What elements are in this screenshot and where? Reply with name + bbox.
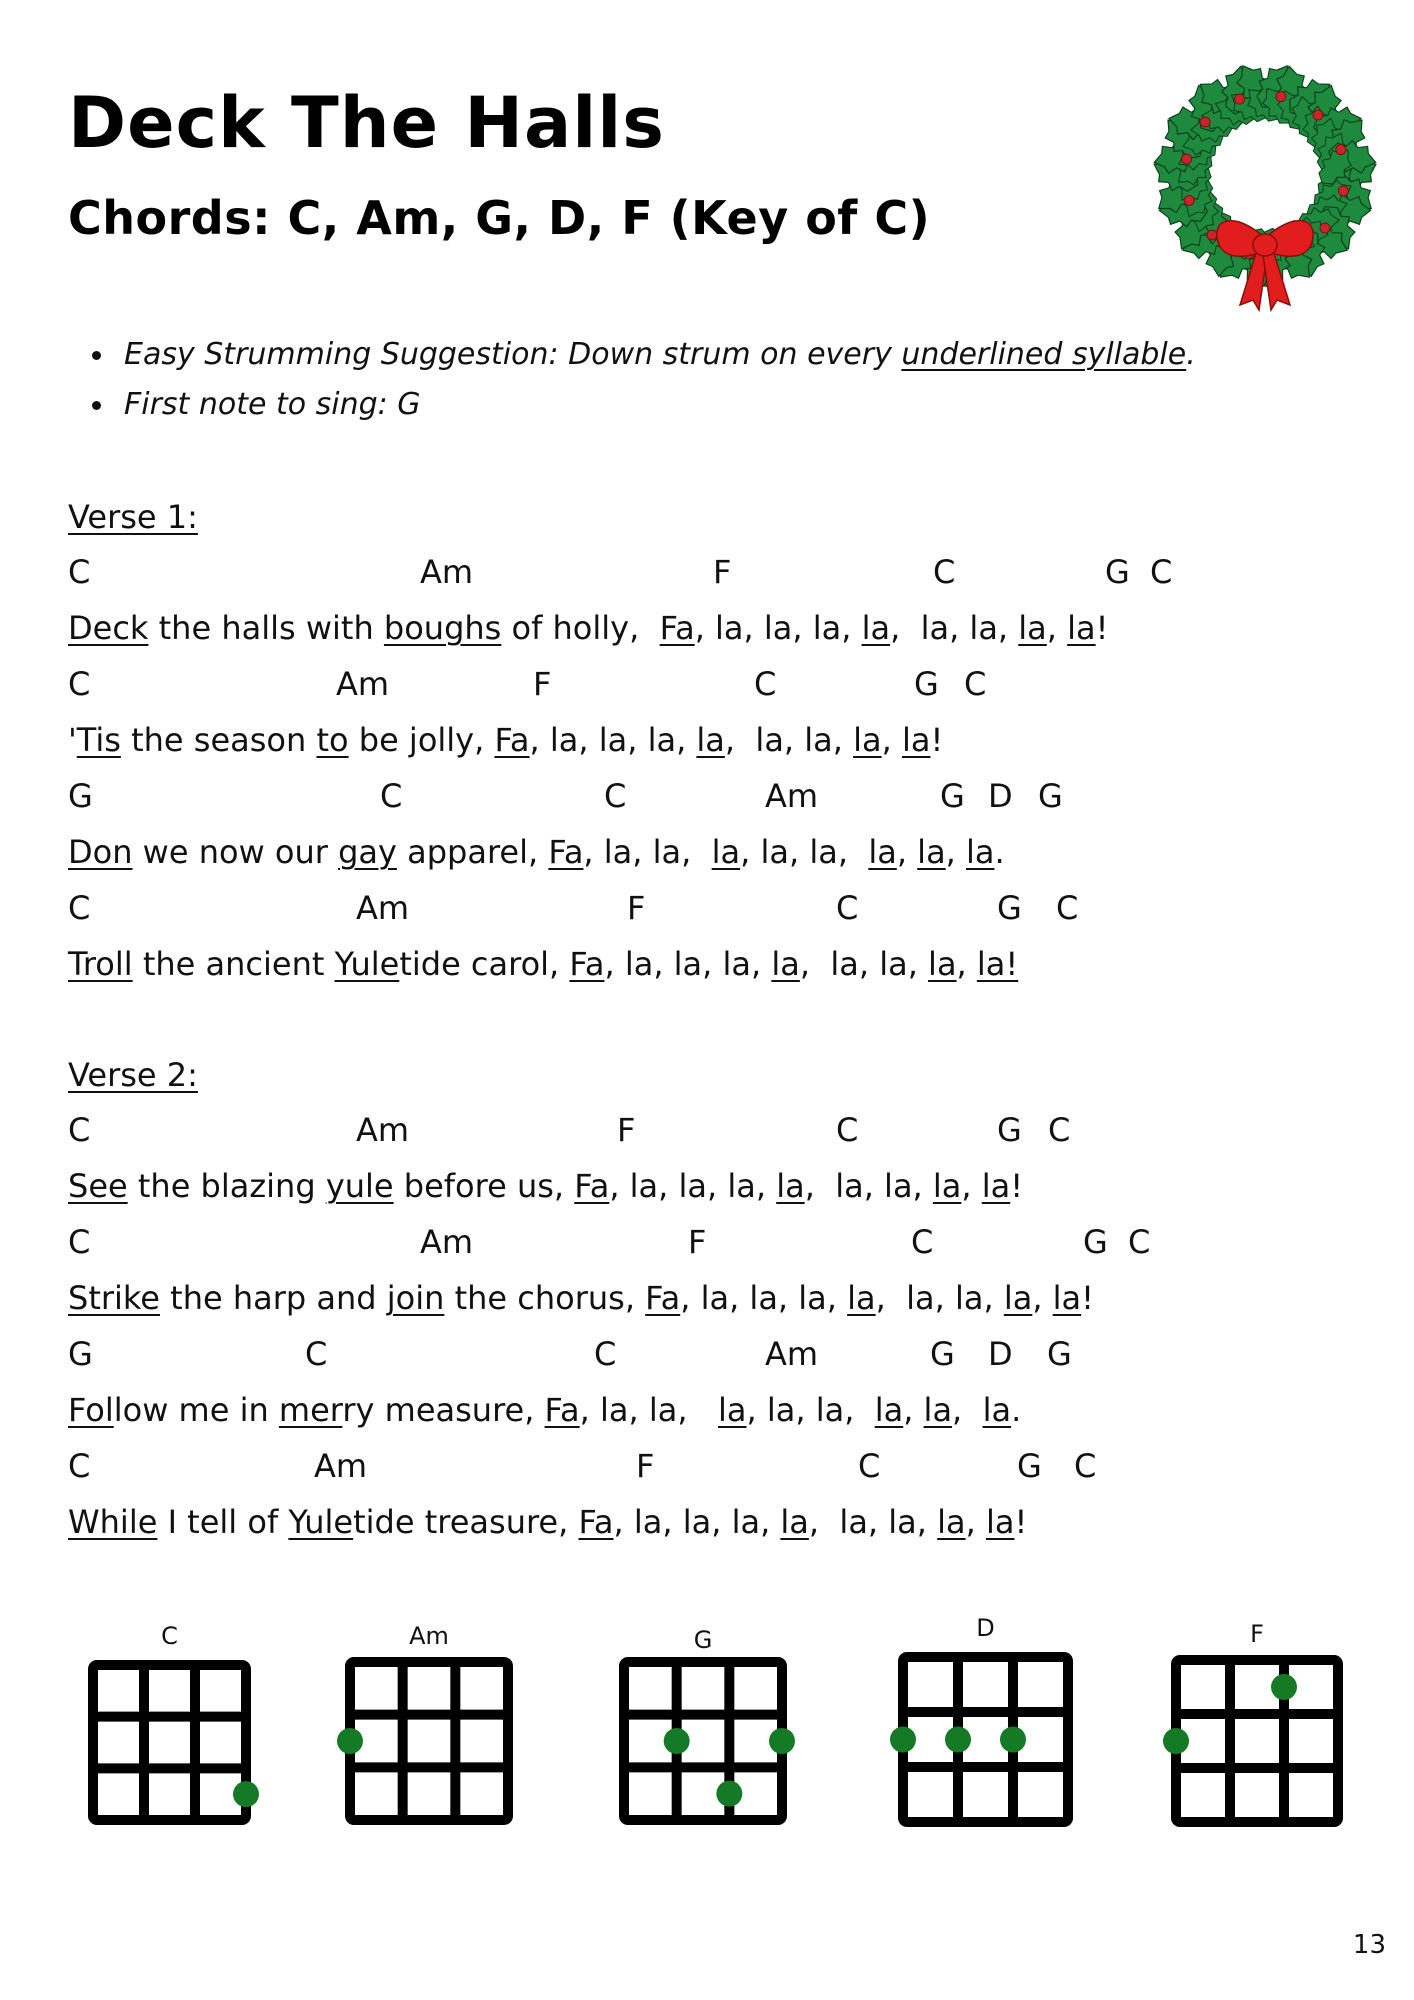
text-run: the blazing	[127, 1167, 326, 1205]
underlined-syllable: la	[771, 945, 800, 983]
underlined-syllable: Fa	[569, 945, 605, 983]
text-run: , la, la, la,	[529, 721, 697, 759]
text-run: before us,	[393, 1167, 575, 1205]
text-run: !	[930, 721, 944, 759]
chord-name: Am	[336, 665, 390, 703]
underlined-syllable: la	[776, 1167, 805, 1205]
chord-diagram-d	[889, 1643, 1082, 1840]
chord-name: G	[1105, 553, 1130, 591]
chord-name: Am	[420, 1223, 474, 1261]
underlined-syllable: underlined syllable	[901, 337, 1187, 372]
verse-heading: Verse 1:	[68, 498, 198, 536]
text-run: , la, la,	[746, 1391, 875, 1429]
underlined-syllable: Tis	[76, 721, 121, 759]
chord-line	[0, 1222, 1414, 1262]
chord-name: C	[305, 1335, 328, 1373]
chord-line	[0, 888, 1414, 928]
chord-name: C	[964, 665, 987, 703]
underlined-syllable: Yule	[334, 945, 400, 983]
underlined-syllable: Fa	[578, 1503, 614, 1541]
text-run: , la, la, la,	[613, 1503, 781, 1541]
text-run: .	[1186, 337, 1196, 372]
text-run: the harp and	[159, 1279, 387, 1317]
chord-name: C	[68, 1223, 91, 1261]
chord-name: G	[930, 1335, 955, 1373]
chord-diagram-label: G	[693, 1626, 713, 1654]
text-run: ,	[1046, 609, 1068, 647]
text-run: ,	[1032, 1279, 1053, 1317]
text-run: , la, la,	[583, 833, 712, 871]
text-run: , la, la, la,	[609, 1167, 777, 1205]
text-run: the chorus,	[444, 1279, 646, 1317]
lyric-line	[68, 1502, 1027, 1542]
wreath-icon	[1145, 55, 1385, 320]
text-run: , la, la,	[724, 721, 854, 759]
finger-dot	[664, 1728, 690, 1754]
text-run: !	[1010, 1167, 1024, 1205]
chord-name: C	[68, 553, 91, 591]
chord-diagram-c	[79, 1651, 260, 1838]
chord-name: C	[1074, 1447, 1097, 1485]
underlined-syllable: la	[696, 721, 725, 759]
underlined-syllable: la	[868, 833, 897, 871]
chord-name: C	[836, 889, 859, 927]
text-run: , la, la,	[579, 1391, 718, 1429]
chord-name: C	[911, 1223, 934, 1261]
underlined-syllable: See	[68, 1167, 128, 1205]
text-run: tide treasure,	[353, 1503, 579, 1541]
underlined-syllable: la	[966, 833, 995, 871]
chord-name: F	[627, 889, 646, 927]
lyric-line	[68, 608, 1108, 648]
text-run: , la, la,	[804, 1167, 933, 1205]
bullet-icon	[92, 401, 101, 410]
underlined-syllable: Strike	[68, 1279, 160, 1317]
text-run: , la, la, la,	[604, 945, 772, 983]
chord-diagram-f	[1162, 1646, 1352, 1840]
chord-diagram-label: C	[161, 1622, 178, 1650]
chord-name: Am	[765, 1335, 819, 1373]
underlined-syllable: Fa	[645, 1279, 681, 1317]
text-run: apparel,	[396, 833, 549, 871]
underlined-syllable: Fa	[574, 1167, 610, 1205]
song-title: Deck The Halls	[68, 82, 665, 164]
text-run: ,	[956, 945, 977, 983]
chord-name: G	[1083, 1223, 1108, 1261]
chord-name: G	[68, 1335, 93, 1373]
chord-diagram-g	[610, 1648, 796, 1838]
chord-line	[0, 1110, 1414, 1150]
chord-name: G	[940, 777, 965, 815]
text-run: ,	[961, 1167, 982, 1205]
finger-dot	[769, 1728, 795, 1754]
text-run: ,	[881, 721, 902, 759]
underlined-syllable: la	[981, 1167, 1011, 1205]
chord-name: C	[1048, 1111, 1071, 1149]
chord-name: F	[636, 1447, 655, 1485]
finger-dot	[716, 1781, 742, 1807]
underlined-syllable: la	[711, 833, 741, 871]
text-run: ,	[945, 833, 967, 871]
text-run: low me in	[113, 1391, 279, 1429]
text-run: of holly,	[501, 609, 660, 647]
text-run: First note to sing: G	[124, 387, 421, 422]
underlined-syllable: Fa	[659, 609, 695, 647]
chord-name: C	[68, 1447, 91, 1485]
underlined-syllable: la	[928, 945, 957, 983]
underlined-syllable: boughs	[383, 609, 502, 647]
text-run: , la, la,	[875, 1279, 1004, 1317]
underlined-syllable: la	[780, 1503, 809, 1541]
underlined-syllable: la	[901, 721, 931, 759]
underlined-syllable: la	[932, 1167, 962, 1205]
text-run: !	[1081, 1279, 1094, 1317]
underlined-syllable: la	[1003, 1279, 1033, 1317]
chord-name: D	[988, 777, 1013, 815]
chords-subtitle: Chords: C, Am, G, D, F (Key of C)	[68, 191, 931, 245]
chord-name: Am	[314, 1447, 368, 1485]
text-run: we now our	[132, 833, 339, 871]
text-run: Easy Strumming Suggestion: Down strum on every	[124, 337, 902, 372]
text-run: .	[1011, 1391, 1022, 1429]
chord-name: G	[1017, 1447, 1042, 1485]
chord-name: C	[68, 889, 91, 927]
note-item	[90, 330, 1196, 380]
lyric-line	[68, 1390, 1021, 1430]
text-run: the halls with	[148, 609, 384, 647]
chord-diagram-am	[336, 1648, 522, 1838]
text-run: .	[994, 833, 1005, 871]
underlined-syllable: Troll	[68, 945, 133, 983]
chord-name: G	[1038, 777, 1063, 815]
chord-name: C	[68, 665, 91, 703]
chord-name: C	[68, 1111, 91, 1149]
chord-line	[0, 552, 1414, 592]
underlined-syllable: la	[937, 1503, 966, 1541]
chord-name: C	[1150, 553, 1173, 591]
text-run: ,	[965, 1503, 986, 1541]
text-run: be jolly,	[348, 721, 495, 759]
chord-name: C	[1056, 889, 1079, 927]
chord-diagram-label: F	[1250, 1620, 1264, 1648]
text-run: tide carol,	[399, 945, 570, 983]
text-run: '	[68, 721, 77, 759]
underlined-syllable: la	[982, 1391, 1012, 1429]
underlined-syllable: la	[923, 1391, 953, 1429]
chord-line	[0, 1446, 1414, 1486]
notes-list	[90, 330, 1196, 430]
chord-name: Am	[765, 777, 819, 815]
underlined-syllable: la	[1052, 1279, 1082, 1317]
underlined-syllable: yule	[325, 1167, 394, 1205]
chord-name: C	[754, 665, 777, 703]
chord-diagram-label: Am	[409, 1622, 449, 1650]
text-run: !	[1095, 609, 1109, 647]
underlined-syllable: la!	[976, 945, 1019, 983]
chord-name: Am	[356, 1111, 410, 1149]
text-run: I tell of	[157, 1503, 289, 1541]
text-run: , la, la, la,	[694, 609, 862, 647]
text-run: !	[1014, 1503, 1028, 1541]
underlined-syllable: la	[985, 1503, 1015, 1541]
underlined-syllable: Fa	[548, 833, 584, 871]
chord-name: D	[988, 1335, 1013, 1373]
underlined-syllable: While	[68, 1503, 158, 1541]
underlined-syllable: Deck	[68, 609, 149, 647]
chord-name: F	[713, 553, 732, 591]
text-run: ,	[903, 1391, 924, 1429]
underlined-syllable: Fol	[68, 1391, 114, 1429]
chord-name: Am	[356, 889, 410, 927]
chord-line	[0, 776, 1414, 816]
underlined-syllable: Fa	[544, 1391, 580, 1429]
chord-line	[0, 1334, 1414, 1374]
chord-name: C	[933, 553, 956, 591]
chord-name: C	[1128, 1223, 1151, 1261]
finger-dot	[1271, 1674, 1297, 1700]
underlined-syllable: la	[718, 1391, 747, 1429]
chord-name: F	[688, 1223, 707, 1261]
underlined-syllable: gay	[338, 833, 397, 871]
finger-dot	[1000, 1727, 1026, 1753]
chord-name: F	[617, 1111, 636, 1149]
bullet-icon	[92, 351, 101, 360]
underlined-syllable: to	[316, 721, 349, 759]
chord-name: C	[836, 1111, 859, 1149]
text-run: ry measure,	[342, 1391, 545, 1429]
chord-name: C	[594, 1335, 617, 1373]
chord-name: Am	[420, 553, 474, 591]
chord-name: G	[997, 889, 1022, 927]
underlined-syllable: mer	[278, 1391, 343, 1429]
underlined-syllable: Yule	[288, 1503, 354, 1541]
note-item	[90, 380, 1196, 430]
underlined-syllable: la	[917, 833, 946, 871]
page-number: 13	[1352, 1930, 1386, 1960]
underlined-syllable: la	[861, 609, 891, 647]
text-run: , la, la,	[808, 1503, 938, 1541]
underlined-syllable: la	[847, 1279, 876, 1317]
lyric-line	[68, 944, 1018, 984]
text-run: , la, la,	[799, 945, 929, 983]
finger-dot	[233, 1781, 259, 1807]
underlined-syllable: Fa	[494, 721, 530, 759]
finger-dot	[337, 1728, 363, 1754]
underlined-syllable: la	[1018, 609, 1047, 647]
chord-diagram-label: D	[976, 1614, 995, 1642]
text-run: ,	[896, 833, 918, 871]
chord-line	[0, 664, 1414, 704]
chord-name: G	[68, 777, 93, 815]
chord-name: F	[533, 665, 552, 703]
chord-name: C	[380, 777, 403, 815]
underlined-syllable: la	[874, 1391, 904, 1429]
lyric-line	[68, 1278, 1094, 1318]
text-run: , la, la,	[740, 833, 869, 871]
underlined-syllable: Don	[68, 833, 133, 871]
chord-name: C	[858, 1447, 881, 1485]
finger-dot	[945, 1727, 971, 1753]
text-run: the season	[120, 721, 317, 759]
text-run: ,	[952, 1391, 983, 1429]
underlined-syllable: la	[1067, 609, 1096, 647]
finger-dot	[1163, 1728, 1189, 1754]
text-run: , la, la,	[890, 609, 1019, 647]
lyric-line	[68, 720, 943, 760]
finger-dot	[890, 1727, 916, 1753]
lyric-line	[68, 832, 1005, 872]
underlined-syllable: join	[386, 1279, 445, 1317]
chord-name: C	[604, 777, 627, 815]
text-run: the ancient	[132, 945, 335, 983]
chord-name: G	[1047, 1335, 1072, 1373]
underlined-syllable: la	[853, 721, 882, 759]
text-run: , la, la, la,	[680, 1279, 848, 1317]
chord-name: G	[914, 665, 939, 703]
verse-heading: Verse 2:	[68, 1056, 198, 1094]
lyric-line	[68, 1166, 1023, 1206]
chord-name: G	[997, 1111, 1022, 1149]
